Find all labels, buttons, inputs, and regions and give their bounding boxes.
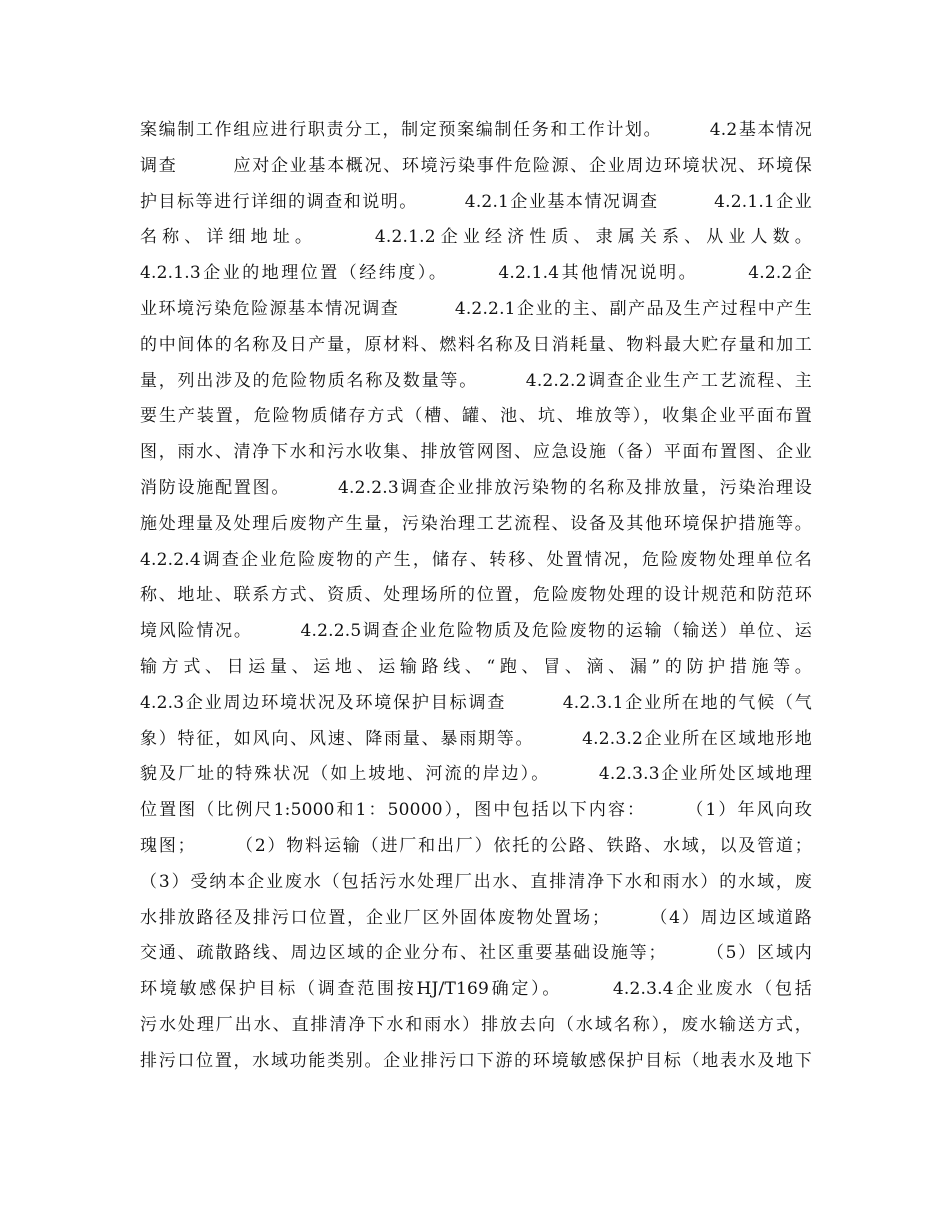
text-line: 施处理量及处理后废物产生量，污染治理工艺流程、设备及其他环境保护措施等。 — [140, 513, 812, 534]
text-line: 貌及厂址的特殊状况（如上坡地、河流的岸边）。 4.2.3.3企业所处区域地理 — [140, 764, 812, 785]
text-line: 交通、疏散路线、周边区域的企业分布、社区重要基础设施等； （5）区域内 — [140, 943, 812, 964]
text-line: 污水处理厂出水、直排清净下水和雨水）排放去向（水域名称），废水输送方式， — [140, 1014, 812, 1035]
text-line: 输方式、日运量、运地、运输路线、“跑、冒、滴、漏”的防护措施等。 — [140, 656, 812, 677]
text-line: 案编制工作组应进行职责分工，制定预案编制任务和工作计划。 4.2基本情况 — [140, 120, 812, 140]
text-line: 消防设施配置图。 4.2.2.3调查企业排放污染物的名称及排放量，污染治理设 — [140, 477, 812, 498]
text-line: 业环境污染危险源基本情况调查 4.2.2.1企业的主、副产品及生产过程中产生 — [140, 298, 812, 319]
text-line: 4.2.3企业周边环境状况及环境保护目标调查 4.2.3.1企业所在地的气候（气 — [140, 692, 812, 713]
text-line: 排污口位置，水域功能类别。企业排污口下游的环境敏感保护目标（地表水及地下 — [140, 1050, 812, 1071]
text-line: 环境敏感保护目标（调查范围按HJ/T169确定）。 4.2.3.4企业废水（包括 — [140, 979, 812, 1000]
text-line: 4.2.1.3企业的地理位置（经纬度）。 4.2.1.4其他情况说明。 4.2.2企 — [140, 263, 812, 284]
text-line: 位置图（比例尺1:5000和1：50000），图中包括以下内容： （1）年风向玫 — [140, 800, 812, 821]
text-line: 护目标等进行详细的调查和说明。 4.2.1企业基本情况调查 4.2.1.1企业 — [140, 191, 812, 212]
text-line: 要生产装置，危险物质储存方式（槽、罐、池、坑、堆放等），收集企业平面布置 — [140, 406, 812, 427]
text-line: 名称、详细地址。 4.2.1.2企业经济性质、隶属关系、从业人数。 — [140, 227, 812, 248]
text-line: 境风险情况。 4.2.2.5调查企业危险物质及危险废物的运输（输送）单位、运 — [140, 621, 812, 642]
text-line: 调查 应对企业基本概况、环境污染事件危险源、企业周边环境状况、环境保 — [140, 155, 812, 176]
text-line: （3）受纳本企业废水（包括污水处理厂出水、直排清净下水和雨水）的水域，废 — [140, 871, 812, 892]
text-line: 的中间体的名称及日产量，原材料、燃料名称及日消耗量、物料最大贮存量和加工 — [140, 334, 812, 355]
text-line: 量，列出涉及的危险物质名称及数量等。 4.2.2.2调查企业生产工艺流程、主 — [140, 370, 812, 391]
text-line: 图，雨水、清净下水和污水收集、排放管网图、应急设施（备）平面布置图、企业 — [140, 442, 812, 463]
body-text — [140, 113, 812, 1080]
text-line: 4.2.2.4调查企业危险废物的产生，储存、转移、处置情况，危险废物处理单位名 — [140, 549, 812, 570]
text-line: 水排放路径及排污口位置，企业厂区外固体废物处置场； （4）周边区域道路 — [140, 907, 812, 928]
text-line: 瑰图； （2）物料运输（进厂和出厂）依托的公路、铁路、水域，以及管道； — [140, 835, 812, 856]
text-line: 称、地址、联系方式、资质、处理场所的位置，危险废物处理的设计规范和防范环 — [140, 585, 812, 606]
text-line: 象）特征，如风向、风速、降雨量、暴雨期等。 4.2.3.2企业所在区域地形地 — [140, 728, 812, 749]
